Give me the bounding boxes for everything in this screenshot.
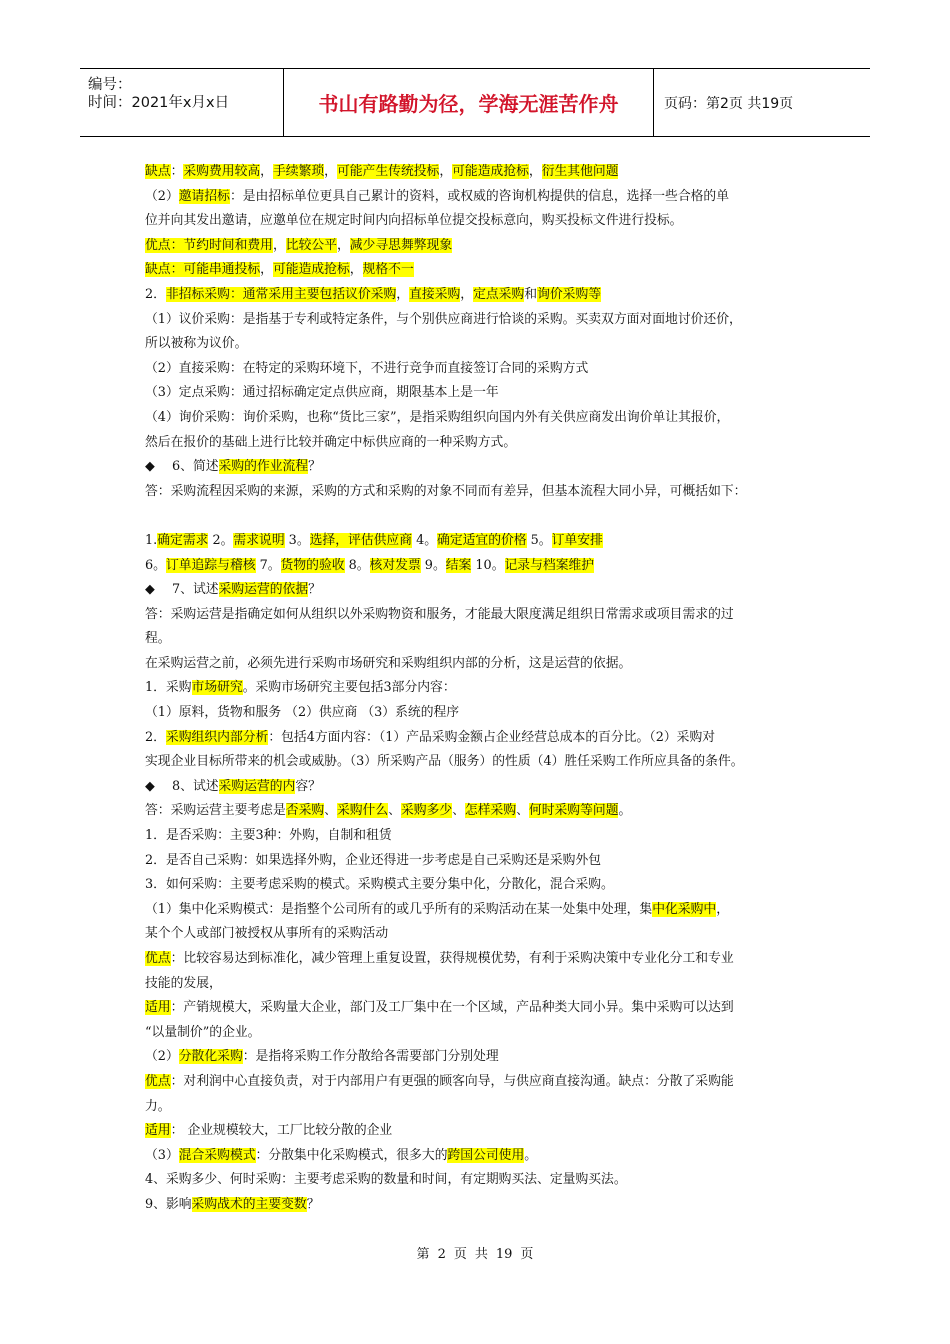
highlighted-text: 优点：节约时间和费用 [145,237,273,253]
text-segment: 2． [145,729,166,745]
highlighted-text: 适用 [145,1123,171,1139]
text-segment: 2．是否自己采购：如果选择外购，企业还得进一步考虑是自己采购还是采购外包 [145,852,602,868]
text-line [145,750,815,775]
highlighted-text: 记录与档案维护 [504,557,595,573]
text-segment: （3） [145,1147,179,1163]
text-line [145,947,815,972]
text-segment: 2． [145,286,166,302]
text-segment: 5。 [526,532,552,548]
text-line [145,258,815,283]
text-line [145,898,815,923]
highlighted-text: 可能造成抢标 [452,164,529,179]
text-line [145,1070,815,1095]
highlighted-text: 确定适宜的价格 [437,532,527,548]
header-motto: 书山有路勤为径，学海无涯苦作舟 [284,69,654,136]
text-line [145,849,815,874]
text-segment: 、 [388,803,401,819]
text-segment: 9、影响 [145,1196,192,1212]
text-segment: 力。 [145,1098,171,1114]
highlighted-text: 缺点：可能串通投标 [145,262,261,278]
highlighted-text: 何时采购等问题 [528,803,619,819]
text-segment: 答：采购流程因采购的来源，采购的方式和采购的对象不同而有差异，但基本流程大同小异，可概括如下： [145,483,747,499]
header-meta [80,69,284,136]
text-segment: ：包括4方面内容：（1）产品采购金额占企业经营总成本的百分比。（2）采购对 [268,729,716,745]
highlighted-text: 订单追踪与稽核 [165,557,256,573]
blank-line [145,504,815,529]
highlighted-text: 衍生其他问题 [541,164,619,179]
text-line [145,1045,815,1070]
text-segment: 1．采购 [145,680,192,696]
text-segment: ： 企业规模较大，工厂比较分散的企业 [170,1123,393,1139]
text-segment: 实现企业目标所带来的机会或威胁。（3）所采购产品（服务）的性质（4）胜任采购工作所应具备的条件。 [145,754,744,770]
text-line [145,185,815,210]
text-segment: 程。 [145,631,171,647]
text-segment: 技能的发展， [145,975,222,991]
text-line [145,1193,815,1218]
text-line [145,1119,815,1144]
highlighted-text: 市场研究 [191,680,243,696]
text-segment: 9。 [420,557,446,573]
highlighted-text: 跨国公司使用 [447,1147,525,1163]
text-segment: 、 [452,803,465,819]
text-line [145,160,815,185]
bullet-icon: ◆ [145,582,155,598]
page-header [80,68,870,137]
text-line [145,234,815,259]
text-line [145,922,815,947]
highlighted-text: 优点 [145,951,171,966]
footer-total-pages: 19 [495,1247,513,1262]
text-segment: 10。 [471,557,505,573]
highlighted-text: 确定需求 [157,532,209,548]
highlighted-text: 采购运营的依据 [218,582,309,598]
text-segment: ， [336,237,350,253]
text-line [145,578,815,603]
highlighted-text: 询价采购等 [537,286,602,302]
text-line [145,406,815,431]
text-segment: ， [324,164,337,179]
text-segment: ， [396,286,410,302]
text-segment: （1）原料，货物和服务 （2）供应商 （3）系统的程序 [145,705,460,721]
highlighted-text: 适用 [145,1000,171,1016]
text-segment: ：是由招标单位更具自己累计的资料，或权威的咨询机构提供的信息，选择一些合格的单 [229,188,730,204]
text-segment: 。 [618,803,632,819]
highlighted-text: 采购多少 [400,803,453,819]
text-segment: 8。 [344,557,370,573]
highlighted-text: 选择，评估供应商 [309,532,412,548]
number-label: 编号： [88,77,132,93]
highlighted-text: 核对发票 [369,557,421,573]
highlighted-text: 非招标采购：通常采用主要包括议价采购 [165,286,397,302]
text-segment: 6。 [145,557,166,573]
highlighted-text: 可能产生传统投标 [336,164,440,179]
highlighted-text: 优点 [145,1073,171,1089]
text-segment: 7。 [255,557,281,573]
text-line [145,824,815,849]
text-segment: （1）议价采购：是指基于专利或特定条件，与个别供应商进行恰谈的采购。买卖双方面对面地讨价还价， [145,311,742,327]
text-segment: 答：采购运营主要考虑是 [145,803,286,819]
text-segment: 4、采购多少、何时采购：主要考虑采购的数量和时间，有定期购买法、定量购买法。 [145,1172,627,1188]
text-line [145,455,815,480]
highlighted-text: 否采购 [285,803,325,819]
highlighted-text: 采购组织内部分析 [165,729,269,745]
highlighted-text: 邀请招标 [178,188,230,204]
footer-page-number: 2 [437,1247,446,1262]
text-segment: 8、试述 [172,778,219,794]
document-body [145,160,815,1218]
text-line [145,799,815,824]
text-segment: ：比较容易达到标准化，减少管理上重复设置，获得规模优势，有利于采购决策中专业化分工和专业 [170,951,734,966]
highlighted-text: 规格不一 [362,262,414,278]
text-segment: 、 [516,803,529,819]
text-segment: ：分散集中化采购模式，很多大的 [255,1147,448,1163]
text-segment: （1）集中化采购模式：是指整个公司所有的或几乎所有的采购活动在某一处集中处理，集 [145,901,653,917]
highlighted-text: 采购战术的主要变数 [191,1196,307,1212]
text-line [145,480,815,505]
text-line [145,652,815,677]
text-segment: ？ [306,1196,320,1212]
text-segment: 在采购运营之前，必须先进行采购市场研究和采购组织内部的分析，这是运营的依据。 [145,655,632,671]
text-line [145,972,815,997]
highlighted-text: 采购费用较高 [183,164,261,179]
text-line [145,873,815,898]
text-segment: 、 [324,803,337,819]
text-segment: （2） [145,1049,179,1065]
text-segment: 然后在报价的基础上进行比较并确定中标供应商的一种采购方式。 [145,434,517,450]
bullet-icon: ◆ [145,459,155,475]
text-segment: ， [349,262,363,278]
text-segment: ， [272,237,286,253]
highlighted-text: 分散化采购 [178,1049,243,1065]
text-segment: ？ [308,582,321,598]
highlighted-text: 减少寻思舞弊现象 [349,237,453,253]
footer-text: 第 [416,1247,430,1262]
text-segment: （2）直接采购：在特定的采购环境下，不进行竞争而直接签订合同的采购方式 [145,360,589,376]
text-segment: （4）询价采购：询价采购，也称“货比三家”，是指采购组织向国内外有关供应商发出询价单让其报价， [145,409,730,425]
text-line [145,332,815,357]
text-line [145,1144,815,1169]
text-line [145,603,815,628]
text-line [145,529,815,554]
text-segment: ， [460,286,474,302]
page-footer [0,1243,950,1262]
text-line [145,1095,815,1120]
footer-text: 页 [453,1247,467,1262]
bullet-icon: ◆ [145,778,155,794]
highlighted-text: 可能造成抢标 [272,262,350,278]
highlighted-text: 结案 [445,557,472,573]
text-line [145,726,815,751]
header-page-info: 页码：第2页 共19页 [664,95,794,112]
text-segment: ？ [308,459,321,475]
text-segment: ：对利润中心直接负责，对于内部用户有更强的顾客向导，与供应商直接沟通。缺点：分散了采购能 [170,1073,734,1089]
highlighted-text: 采购什么 [336,803,389,819]
highlighted-text: 订单安排 [551,532,603,548]
highlighted-text: 货物的验收 [280,557,345,573]
highlighted-text: 比较公平 [285,237,337,253]
text-segment: 某个个人或部门被授权从事所有的采购活动 [145,926,389,942]
highlighted-text: 手续繁琐 [272,164,325,179]
text-line [145,381,815,406]
text-segment: 6、简述 [172,459,219,475]
text-segment: 1. [145,532,158,548]
highlighted-text: 采购运营的内 [218,778,296,794]
text-line [145,996,815,1021]
text-segment: 答：采购运营是指确定如何从组织以外采购物资和服务，才能最大限度满足组织日常需求或项目需求的过 [145,606,734,622]
text-line [145,209,815,234]
text-segment: ， [260,262,273,278]
highlighted-text: 定点采购 [473,286,525,302]
text-segment: 4。 [412,532,438,548]
text-line [145,357,815,382]
text-segment: 所以被称为议价。 [145,336,248,352]
text-segment: 和 [524,286,538,302]
text-line [145,308,815,333]
text-segment: ： [170,164,184,179]
highlighted-text: 怎样采购 [464,803,517,819]
text-segment: （3）定点采购：通过招标确定定点供应商，期限基本上是一年 [145,385,499,401]
text-segment: 7、试述 [172,582,219,598]
highlighted-text: 缺点 [145,164,171,179]
text-segment: 3。 [284,532,310,548]
footer-text: 共 [474,1247,488,1262]
text-segment: ：是指将采购工作分散给各需要部门分别处理 [242,1049,499,1065]
time-label: 时间：2021年x月x日 [88,95,230,111]
highlighted-text: 中化采购中 [652,901,717,917]
text-segment: ， [260,164,273,179]
text-segment: 。 [524,1147,538,1163]
footer-text: 页 [520,1247,534,1262]
highlighted-text: 直接采购 [409,286,461,302]
text-line [145,1168,815,1193]
text-line [145,627,815,652]
text-segment: 1．是否采购：主要3种：外购，自制和租赁 [145,828,392,844]
text-line [145,1021,815,1046]
highlighted-text: 混合采购模式 [178,1147,256,1163]
text-segment: （2） [145,188,179,204]
text-segment: ：产销规模大，采购量大企业，部门及工厂集中在一个区域，产品种类大同小异。集中采购可以达到 [170,1000,734,1016]
text-segment: 位并向其发出邀请，应邀单位在规定时间内向招标单位提交投标意向，购买投标文件进行投标。 [145,213,683,229]
text-line [145,775,815,800]
text-segment: ， [716,901,730,917]
highlighted-text: 需求说明 [233,532,285,548]
text-line [145,283,815,308]
text-segment: 。采购市场研究主要包括3部分内容： [242,680,456,696]
text-line [145,676,815,701]
text-segment: 容？ [295,778,321,794]
text-line [145,431,815,456]
text-segment: ， [439,164,453,179]
text-line [145,554,815,579]
text-segment: “以量制价”的企业。 [145,1024,261,1040]
highlighted-text: 采购的作业流程 [218,459,309,475]
text-segment: 3．如何采购：主要考虑采购的模式。采购模式主要分集中化，分散化，混合采购。 [145,877,614,893]
text-segment: ， [528,164,542,179]
text-segment: 2。 [208,532,234,548]
text-line [145,701,815,726]
